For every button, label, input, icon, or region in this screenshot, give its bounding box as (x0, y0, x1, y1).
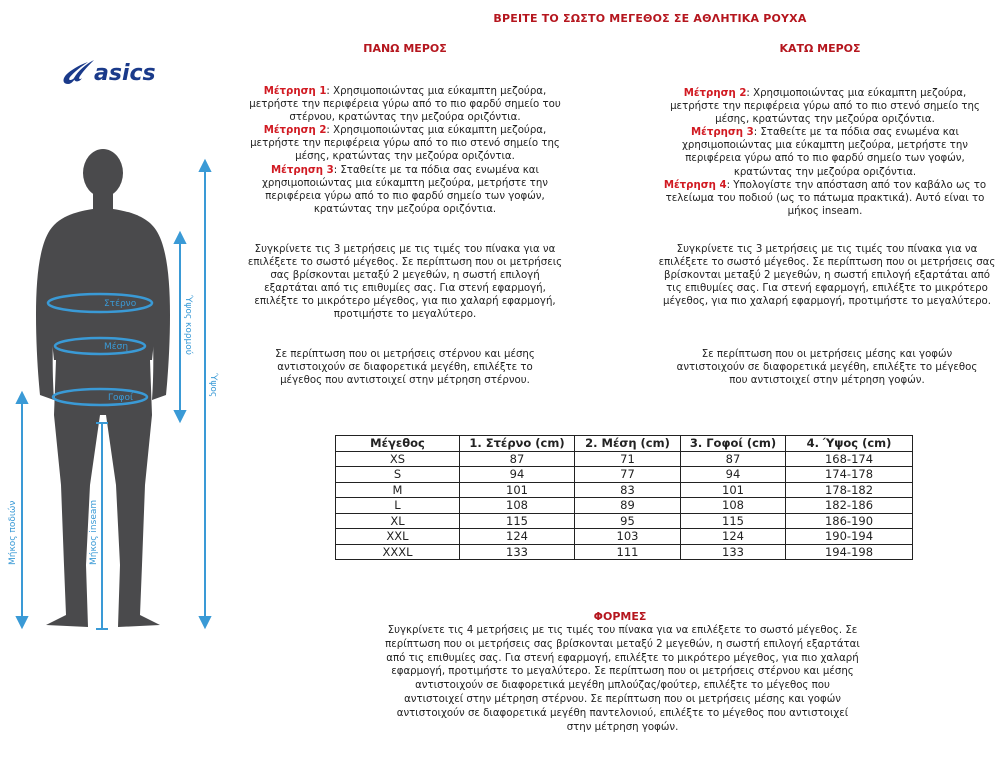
measurement-label: Μέτρηση 3 (691, 127, 754, 139)
upper-measurement-2 (245, 124, 565, 163)
lower-measurements (660, 87, 990, 218)
header-chest: 1. Στέρνο (cm) (460, 436, 575, 452)
cell-hips: 108 (681, 498, 786, 514)
measurement-text: : Σταθείτε με τα πόδια σας ενωμένα και χρησιμοποιώντας μια εύκαμπτη μεζούρα, μετρήστε την περιφέρεια γύρω από το πιο φαρδύ σημείο των γοφών, κρατώντας την μεζούρα οριζόντια. (682, 127, 968, 178)
cell-chest: 108 (460, 498, 575, 514)
cell-waist: 89 (575, 498, 681, 514)
cell-hips: 94 (681, 467, 786, 483)
header-size: Μέγεθος (336, 436, 460, 452)
lower-compare-text: Συγκρίνετε τις 3 μετρήσεις με τις τιμές του πίνακα για να επιλέξετε το σωστό μέγεθος. Σε περίπτωση που οι μετρήσεις σας βρίσκονται μεταξύ 2 μεγεθών, η σωστή επιλογή εξαρτάται από τις επιθυμίες σας. Για στενή εφαρμογή, επιλέξτε το μικρότερο μέγεθος, για πιο χαλαρή εφαρμογή, προτιμήστε το μεγαλύτερο. (658, 244, 996, 308)
lower-measurement-4 (660, 179, 990, 218)
table-row (336, 513, 913, 529)
asics-wordmark: asics (94, 61, 156, 86)
cell-height: 174-178 (786, 467, 913, 483)
cell-size: S (336, 467, 460, 483)
measurement-label: Μέτρηση 4 (663, 179, 727, 191)
lower-measurement-3 (660, 126, 990, 178)
measurement-label: Μέτρηση 2 (683, 88, 747, 99)
measurement-text: : Υπολογίστε την απόσταση από τον καβάλο ως το τελείωμα του ποδιού (ως το πάτωμα πρακτικά). Αυτό είναι το μήκος inseam. (665, 179, 987, 217)
header-waist: 2. Μέση (cm) (575, 436, 681, 452)
measurement-label: Μέτρηση 2 (263, 125, 327, 137)
cell-height: 190-194 (786, 529, 913, 545)
lower-heading: ΚΑΤΩ ΜΕΡΟΣ (779, 42, 861, 55)
forms-text: Συγκρίνετε τις 4 μετρήσεις με τις τιμές του πίνακα για να επιλέξετε το σωστό μέγεθος. Σε περίπτωση που οι μετρήσεις σας βρίσκονται μεταξύ 2 μεγεθών, η σωστή επιλογή εξαρτάται από τις επιθυμίες σας. Για στενή εφαρμογή, επιλέξτε το μικρότερο μέγεθος, για πιο χαλαρή εφαρμογή, προτιμήστε το μεγαλύτερο. Σε περίπτωση που οι μετρήσεις στέρνου και μέσης αντιστοιχούν σε διαφορετικά μεγέθη μπλούζας/φούτερ, επιλέξτε το μέγεθος που αντιστοιχεί στην μέτρηση στέρνου. Σε περίπτωση που οι μετρήσεις μέσης και γοφών αντιστοιχούν σε διαφορετικά μεγέθη παντελονιού, επιλέξτε το μέγεθος που αντιστοιχεί στην μέτρηση γοφών. (385, 625, 860, 733)
cell-size: XXL (336, 529, 460, 545)
cell-height: 168-174 (786, 451, 913, 467)
cell-waist: 95 (575, 513, 681, 529)
cell-chest: 101 (460, 482, 575, 498)
asics-logo (60, 54, 170, 90)
upper-compare-text: Συγκρίνετε τις 3 μετρήσεις με τις τιμές του πίνακα για να επιλέξετε το σωστό μέγεθος. Σε περίπτωση που οι μετρήσεις σας βρίσκονται μεταξύ 2 μεγεθών, η σωστή επιλογή εξαρτάται από τις επιθυμίες σας. Για στενή εφαρμογή, επιλέξτε το μικρότερο μέγεθος, για πιο χαλαρή εφαρμογή, προτιμήστε το μεγαλύτερο. (247, 244, 563, 321)
cell-waist: 111 (575, 544, 681, 560)
cell-hips: 87 (681, 451, 786, 467)
size-table-body (336, 451, 913, 560)
upper-heading: ΠΑΝΩ ΜΕΡΟΣ (363, 42, 447, 55)
label-waist: Μέση (104, 342, 129, 352)
label-torso-height: Ύψος κορμού (183, 295, 193, 355)
header-height: 4. Ύψος (cm) (786, 436, 913, 452)
cell-hips: 101 (681, 482, 786, 498)
size-table (335, 435, 913, 560)
table-row (336, 467, 913, 483)
measurement-text: : Χρησιμοποιώντας μια εύκαμπτη μεζούρα, μετρήστε την περιφέρεια γύρω από το πιο στενό σημείο της μέσης, κρατώντας την μεζούρα οριζόντια. (250, 125, 560, 163)
measurement-label: Μέτρηση 3 (271, 164, 334, 176)
leg-length-arrow-icon (17, 393, 27, 627)
upper-measurements (245, 85, 565, 216)
table-row (336, 498, 913, 514)
label-inseam: Μήκος inseam (89, 499, 99, 565)
cell-hips: 124 (681, 529, 786, 545)
cell-waist: 83 (575, 482, 681, 498)
label-chest: Στέρνο (104, 299, 137, 309)
cell-chest: 133 (460, 544, 575, 560)
cell-size: XXXL (336, 544, 460, 560)
measurement-text: : Σταθείτε με τα πόδια σας ενωμένα και χρησιμοποιώντας μια εύκαμπτη μεζούρα, μετρήστε την περιφέρεια γύρω από το πιο φαρδύ σημείο των γοφών, κρατώντας την μεζούρα οριζόντια. (262, 164, 548, 215)
forms-heading: ΦΟΡΜΕΣ (593, 610, 647, 623)
cell-size: XS (336, 451, 460, 467)
cell-height: 182-186 (786, 498, 913, 514)
label-hips: Γοφοί (108, 393, 134, 403)
lower-note-text: Σε περίπτωση που οι μετρήσεις μέσης και γοφών αντιστοιχούν σε διαφορετικά μεγέθη, επιλέξτε το μέγεθος που αντιστοιχεί στην μέτρηση γοφών. (676, 349, 978, 387)
label-height: Ύψος (208, 373, 218, 398)
table-row (336, 482, 913, 498)
cell-chest: 94 (460, 467, 575, 483)
cell-chest: 115 (460, 513, 575, 529)
table-header-row (336, 436, 913, 452)
cell-size: XL (336, 513, 460, 529)
cell-hips: 133 (681, 544, 786, 560)
page-title: ΒΡΕΙΤΕ ΤΟ ΣΩΣΤΟ ΜΕΓΕΘΟΣ ΣΕ ΑΘΛΗΤΙΚΑ ΡΟΥΧΑ (493, 12, 807, 25)
cell-size: M (336, 482, 460, 498)
cell-height: 178-182 (786, 482, 913, 498)
cell-waist: 71 (575, 451, 681, 467)
upper-note-text: Σε περίπτωση που οι μετρήσεις στέρνου και μέσης αντιστοιχούν σε διαφορετικά μεγέθη, επιλέξτε το μέγεθος που αντιστοιχεί στην μέτρηση στέρνου. (275, 349, 535, 387)
body-measurement-figure (0, 145, 240, 645)
cell-height: 186-190 (786, 513, 913, 529)
asics-stripe-icon (64, 60, 95, 84)
measurement-label: Μέτρηση 1 (263, 86, 327, 97)
measurement-text: : Χρησιμοποιώντας μια εύκαμπτη μεζούρα, μετρήστε την περιφέρεια γύρω από το πιο στενό σημείο της μέσης, κρατώντας την μεζούρα οριζόντια. (670, 88, 980, 126)
cell-chest: 124 (460, 529, 575, 545)
cell-size: L (336, 498, 460, 514)
measurement-text: : Χρησιμοποιώντας μια εύκαμπτη μεζούρα, μετρήστε την περιφέρεια γύρω από το πιο φαρδύ σημείο του στέρνου, κρατώντας την μεζούρα οριζόντια. (249, 86, 561, 124)
table-row (336, 451, 913, 467)
upper-measurement-3 (245, 164, 565, 216)
table-row (336, 544, 913, 560)
cell-waist: 103 (575, 529, 681, 545)
label-leg-length: Μήκος ποδιών (8, 500, 18, 565)
header-hips: 3. Γοφοί (cm) (681, 436, 786, 452)
cell-chest: 87 (460, 451, 575, 467)
table-row (336, 529, 913, 545)
cell-hips: 115 (681, 513, 786, 529)
cell-waist: 77 (575, 467, 681, 483)
upper-measurement-1 (245, 85, 565, 124)
lower-measurement-2 (660, 87, 990, 126)
cell-height: 194-198 (786, 544, 913, 560)
